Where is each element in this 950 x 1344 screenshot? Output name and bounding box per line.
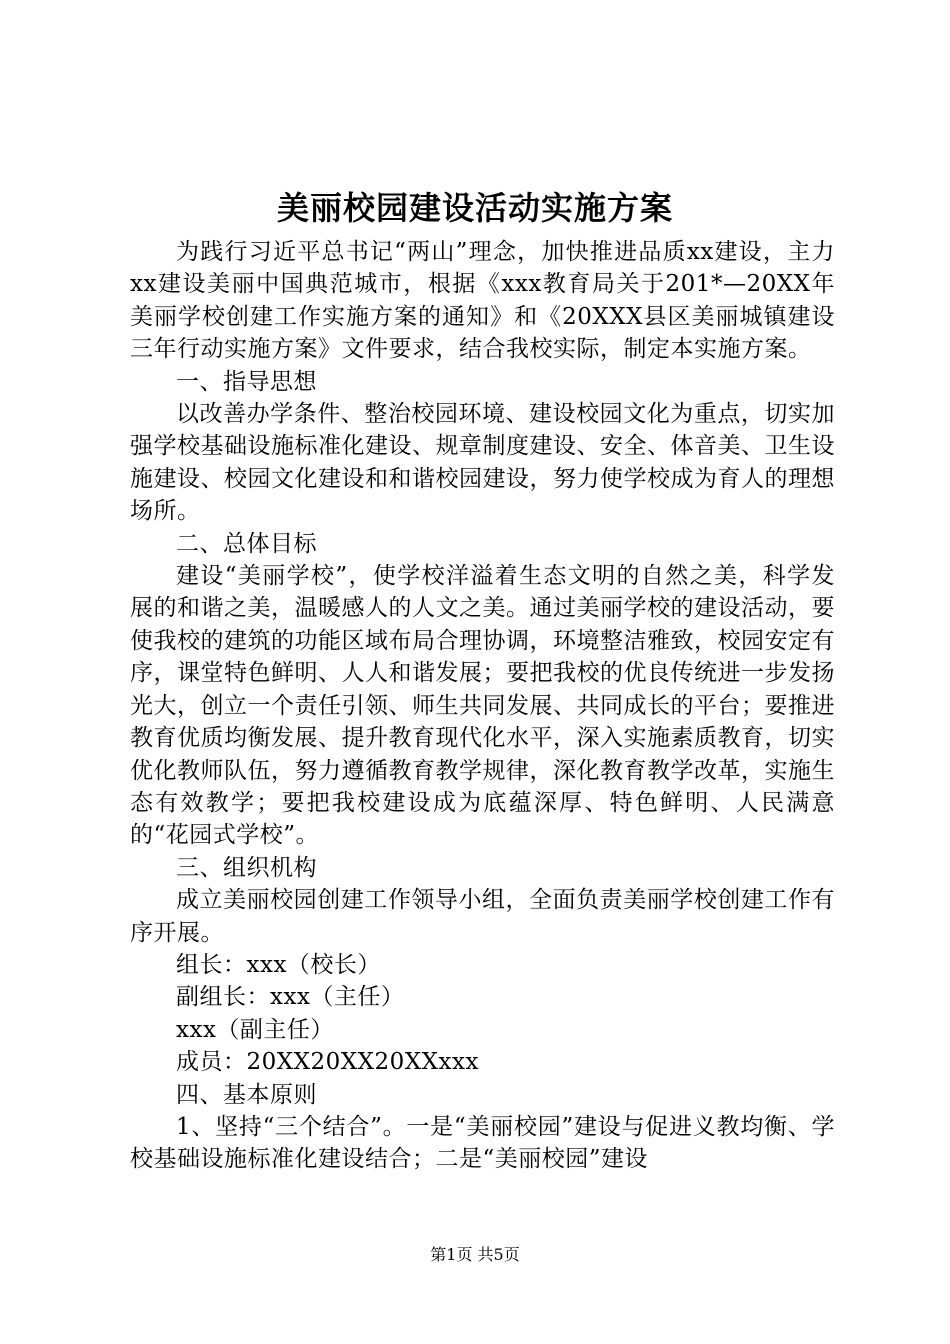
org-deputy-director: xxx（副主任） (176, 1016, 334, 1043)
page-footer: 第1页 共5页 (430, 1245, 520, 1264)
document-title: 美丽校园建设活动实施方案 (276, 189, 673, 227)
section-heading-principles: 四、基本原则 (176, 1081, 317, 1108)
document-body (130, 236, 835, 1176)
section-heading-guiding-thought: 一、指导思想 (176, 368, 317, 395)
org-leader: 组长：xxx（校长） (176, 951, 381, 978)
paragraph-guiding-thought: 以改善办学条件、整治校园环境、建设校园文化为重点，切实加强学校基础设施标准化建设、规章制度建设、安全、体音美、卫生设施建设、校园文化建设和和谐校园建设，努力使学校成为育人的理想场所。 (130, 401, 835, 525)
org-members: 成员：20XX20XX20XXxxx (176, 1049, 479, 1076)
paragraph-organization: 成立美丽校园创建工作领导小组，全面负责美丽学校创建工作有序开展。 (130, 887, 835, 946)
paragraph-overall-goal: 建设“美丽学校”，使学校洋溢着生态文明的自然之美，科学发展的和谐之美，温暖感人的人文之美。通过美丽学校的建设活动，要使我校的建筑的功能区域布局合理协调，环境整洁雅致，校园安定有序，课堂特色鲜明、人人和谐发展；要把我校的优良传统进一步发扬光大，创立一个责任引领、师生共同发展、共同成长的平台；要推进教育优质均衡发展、提升教育现代化水平，深入实施素质教育，切实优化教师队伍，努力遵循教育教学规律，深化教育教学改革，实施生态有效教学；要把我校建设成为底蕴深厚、特色鲜明、人民满意的“花园式学校”。 (130, 563, 835, 849)
org-deputy-leader: 副组长：xxx（主任） (176, 984, 405, 1011)
paragraph-intro: 为践行习近平总书记“两山”理念，加快推进品质xx建设，主力xx建设美丽中国典范城市，根据《xxx教育局关于201*—20XX年美丽学校创建工作实施方案的通知》和《20XXX县区美丽城镇建设三年行动实施方案》文件要求，结合我校实际，制定本实施方案。 (130, 239, 835, 363)
paragraph-principle-1: 1、坚持“三个结合”。一是“美丽校园”建设与促进义教均衡、学校基础设施标准化建设结合；二是“美丽校园”建设 (130, 1113, 835, 1173)
section-heading-overall-goal: 二、总体目标 (176, 530, 317, 557)
section-heading-organization: 三、组织机构 (176, 854, 317, 881)
